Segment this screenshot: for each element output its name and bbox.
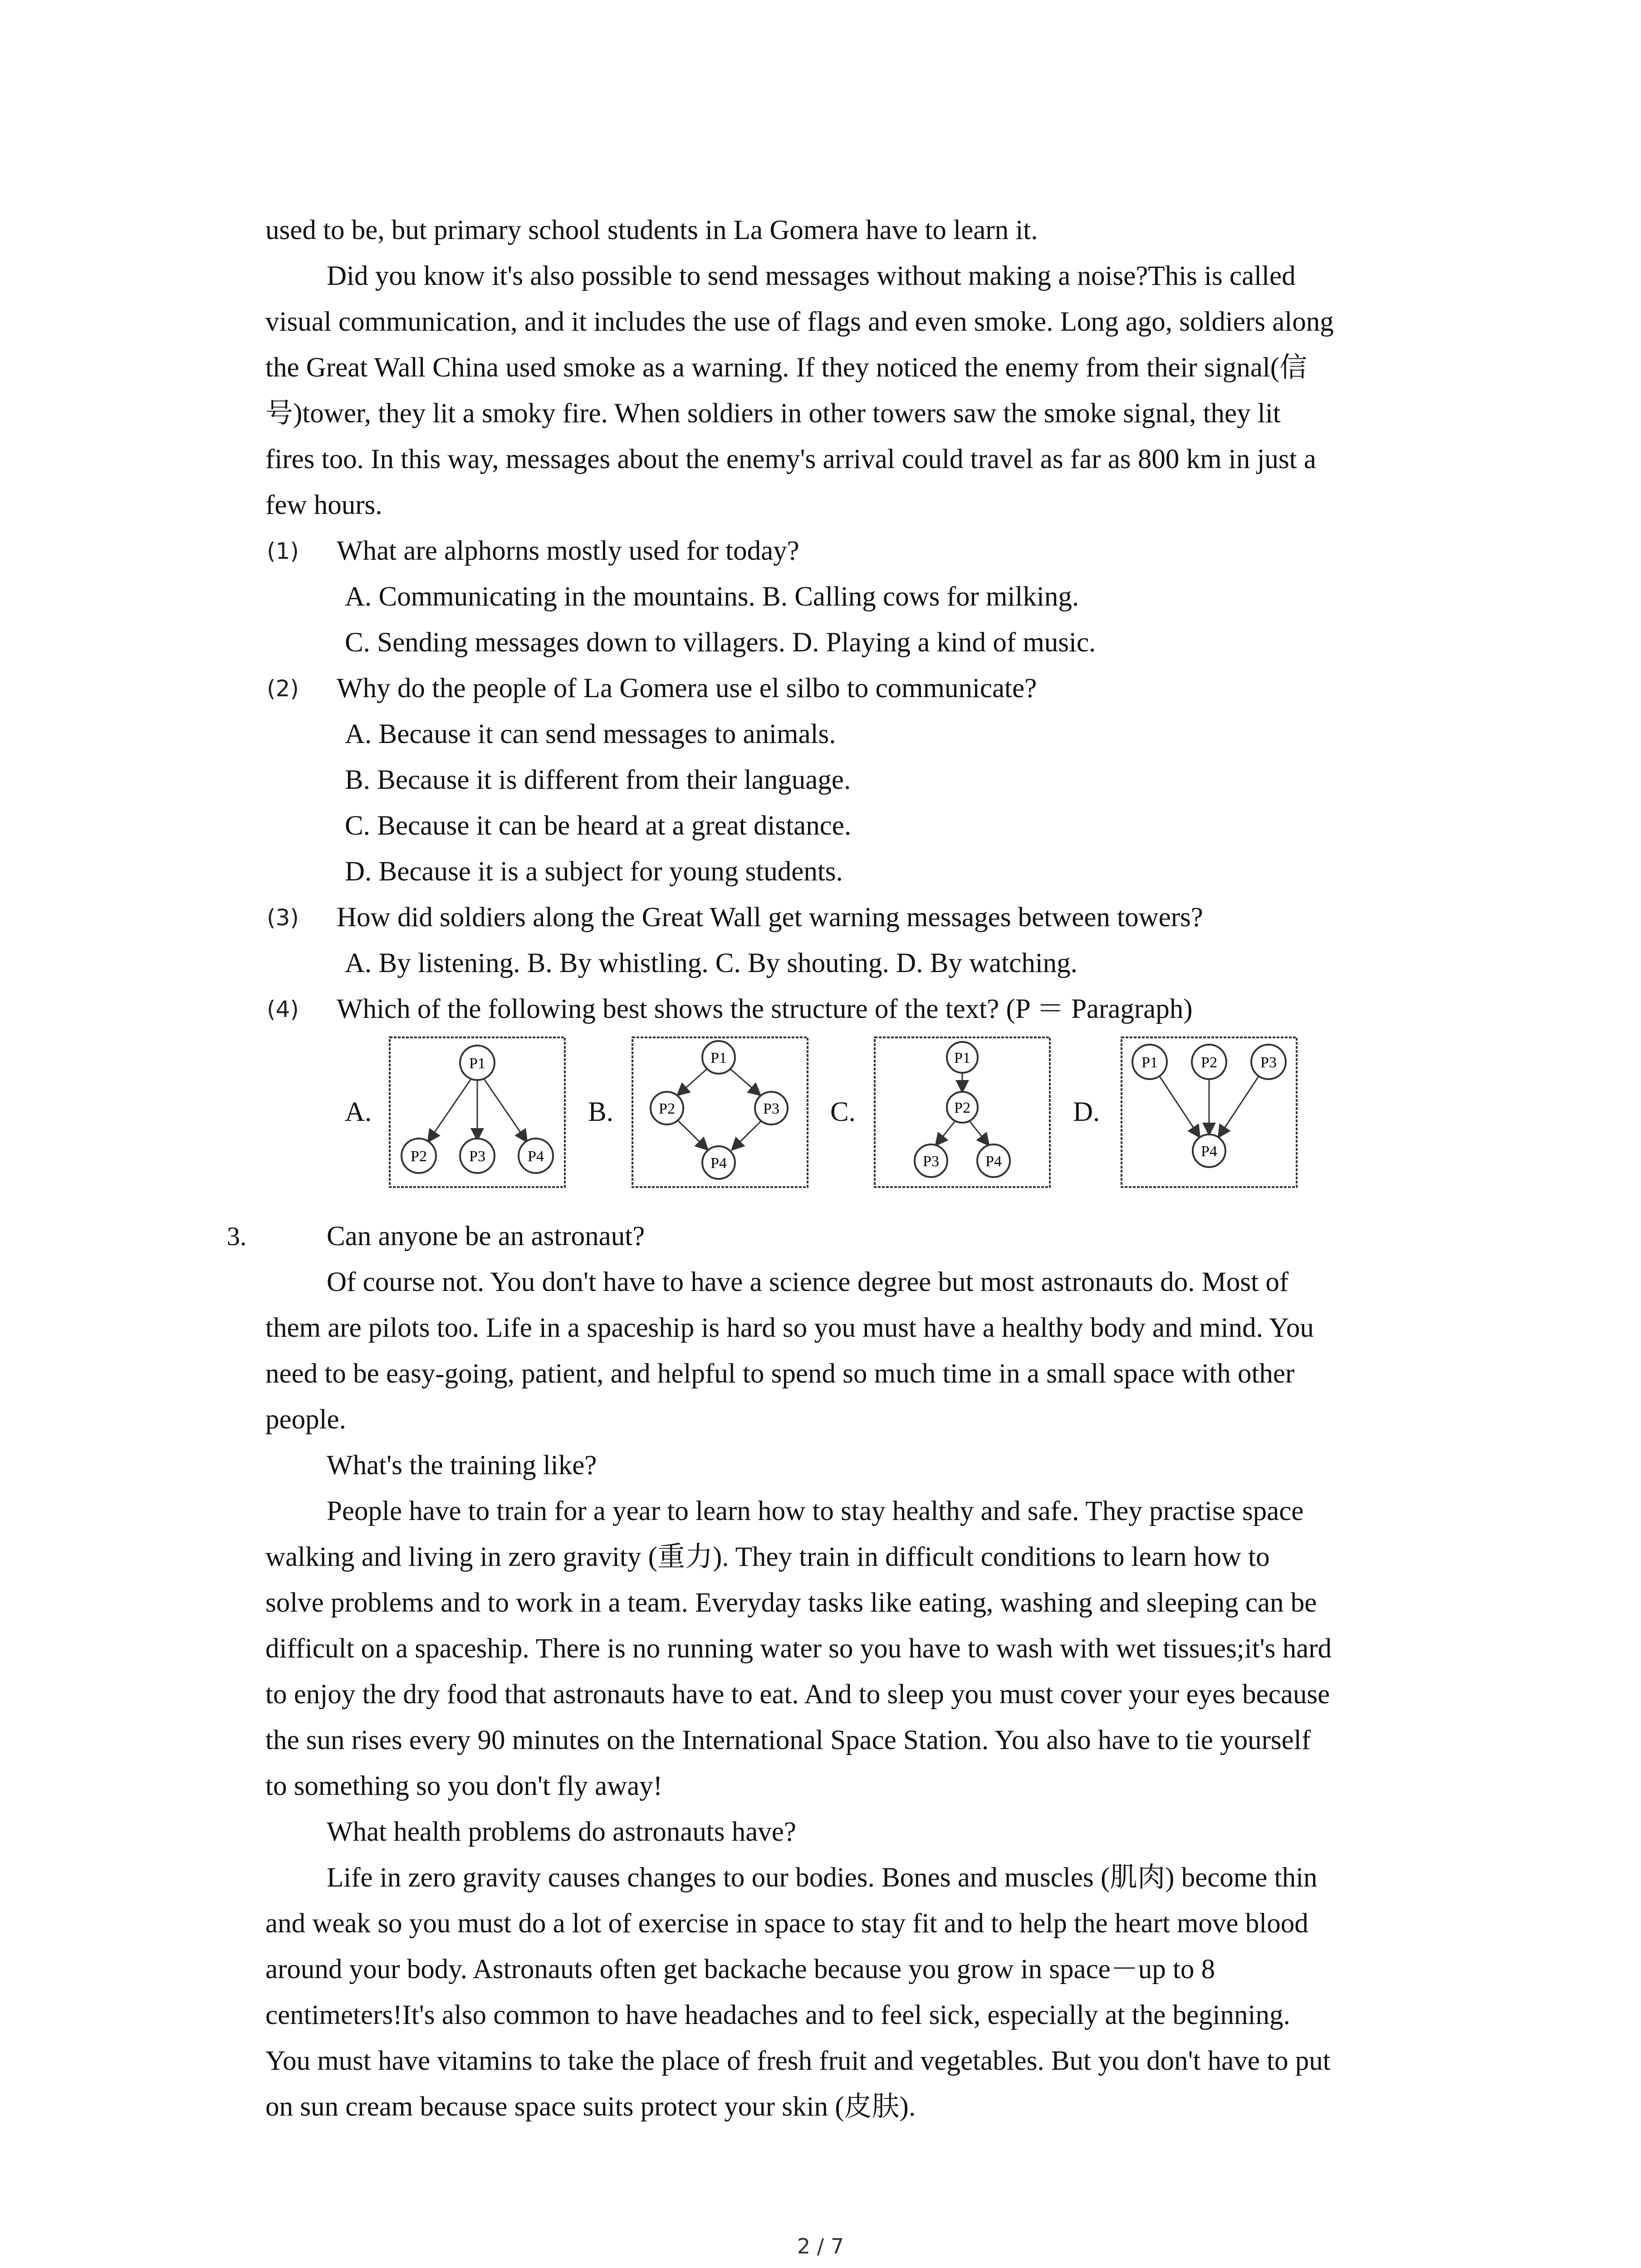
question-option: A. Communicating in the mountains. B. Calling cows for milking. xyxy=(345,582,1079,612)
question-number: (2) xyxy=(267,675,299,702)
node-p1 xyxy=(460,1046,495,1080)
node-label: P3 xyxy=(1260,1054,1277,1071)
passage-line: Of course not. You don't have to have a science degree but most astronauts do. Most of xyxy=(327,1267,1289,1297)
node-p2 xyxy=(651,1092,683,1124)
node-label: P3 xyxy=(469,1148,485,1165)
structure-diagram-d xyxy=(1120,1036,1298,1189)
passage-line: them are pilots too. Life in a spaceship is hard so you must have a healthy body and mind. You xyxy=(265,1313,1314,1343)
passage-line: and weak so you must do a lot of exercise in space to stay fit and to help the heart move blood xyxy=(265,1908,1308,1939)
diagram-option-label: B. xyxy=(588,1097,613,1127)
question-option: A. Because it can send messages to animals. xyxy=(345,719,836,749)
node-label: P3 xyxy=(923,1153,939,1170)
node-p4 xyxy=(702,1146,735,1179)
node-label: P2 xyxy=(1201,1054,1217,1071)
question-stem: How did soldiers along the Great Wall get warning messages between towers? xyxy=(337,902,1203,933)
node-label: P4 xyxy=(985,1153,1002,1170)
question-number: (4) xyxy=(267,996,299,1022)
node-p1 xyxy=(1132,1045,1167,1079)
passage-line: fires too. In this way, messages about the enemy's arrival could travel as far as 800 km in just a xyxy=(265,444,1316,474)
node-p3 xyxy=(915,1144,947,1177)
node-p2 xyxy=(947,1092,978,1123)
passage-line: used to be, but primary school students in La Gomera have to learn it. xyxy=(265,215,1038,245)
passage-line: You must have vitamins to take the place of fresh fruit and vegetables. But you don't have to put xyxy=(265,2046,1331,2076)
question-option: D. Because it is a subject for young students. xyxy=(345,856,843,887)
passage-line: visual communication, and it includes the use of flags and even smoke. Long ago, soldiers along xyxy=(265,307,1334,337)
structure-diagram-a xyxy=(388,1036,567,1189)
passage-line: the sun rises every 90 minutes on the International Space Station. You also have to tie yourself xyxy=(265,1725,1311,1755)
question-option: B. Because it is different from their language. xyxy=(345,765,851,795)
passage-line: difficult on a spaceship. There is no running water so you have to wash with wet tissues;it's hard xyxy=(265,1633,1332,1664)
question-stem: What are alphorns mostly used for today? xyxy=(337,536,799,566)
node-label: P2 xyxy=(411,1148,427,1165)
question-option: C. Because it can be heard at a great distance. xyxy=(345,811,852,841)
passage-line: to enjoy the dry food that astronauts have to eat. And to sleep you must cover your eyes because xyxy=(265,1679,1330,1710)
node-label: P2 xyxy=(659,1100,675,1117)
node-label: P1 xyxy=(954,1050,970,1066)
passage-heading: Can anyone be an astronaut? xyxy=(327,1221,645,1251)
passage-line: centimeters!It's also common to have headaches and to feel sick, especially at the beginning. xyxy=(265,2000,1290,2030)
passage-number: 3. xyxy=(227,1222,247,1251)
node-label: P1 xyxy=(710,1050,727,1066)
passage-line: Life in zero gravity causes changes to our bodies. Bones and muscles (肌肉) become thin xyxy=(327,1862,1318,1893)
node-label: P4 xyxy=(1201,1143,1217,1160)
passage-line: People have to train for a year to learn how to stay healthy and safe. They practise space xyxy=(327,1496,1304,1526)
structure-diagram-c xyxy=(873,1036,1052,1189)
node-p2 xyxy=(402,1139,436,1173)
passage-line: walking and living in zero gravity (重力). They train in difficult conditions to learn how to xyxy=(265,1542,1270,1572)
diagram-option-label: C. xyxy=(830,1097,856,1127)
question-option: A. By listening. B. By whistling. C. By shouting. D. By watching. xyxy=(345,948,1078,978)
node-p3 xyxy=(1251,1045,1286,1079)
node-p4 xyxy=(977,1144,1010,1177)
node-p4 xyxy=(519,1139,553,1173)
node-label: P4 xyxy=(528,1148,544,1165)
question-stem: Which of the following best shows the structure of the text? (P ＝ Paragraph) xyxy=(337,994,1193,1024)
passage-line: on sun cream because space suits protect your skin (皮肤). xyxy=(265,2092,916,2122)
passage-line: people. xyxy=(265,1404,346,1435)
passage-line: solve problems and to work in a team. Everyday tasks like eating, washing and sleeping can be xyxy=(265,1588,1317,1618)
question-option: C. Sending messages down to villagers. D. Playing a kind of music. xyxy=(345,627,1096,658)
question-stem: Why do the people of La Gomera use el silbo to communicate? xyxy=(337,673,1037,704)
node-p4 xyxy=(1193,1134,1225,1167)
node-label: P2 xyxy=(954,1100,970,1116)
node-label: P1 xyxy=(1141,1054,1158,1071)
node-p3 xyxy=(460,1139,495,1173)
passage-line: the Great Wall China used smoke as a warning. If they noticed the enemy from their signal(信 xyxy=(265,352,1308,383)
passage-line: to something so you don't fly away! xyxy=(265,1771,663,1801)
question-number: (1) xyxy=(267,538,299,564)
passage-heading: What health problems do astronauts have? xyxy=(327,1817,796,1847)
node-label: P4 xyxy=(710,1155,727,1172)
node-p1 xyxy=(947,1042,978,1073)
passage-heading: What's the training like? xyxy=(327,1450,597,1481)
passage-line: need to be easy-going, patient, and helpful to spend so much time in a small space with other xyxy=(265,1359,1295,1389)
question-number: (3) xyxy=(267,904,299,931)
diagram-option-label: A. xyxy=(345,1097,372,1127)
passage-line: Did you know it's also possible to send messages without making a noise?This is called xyxy=(327,261,1296,291)
node-p3 xyxy=(755,1092,788,1124)
node-label: P3 xyxy=(763,1100,779,1117)
structure-diagram-b xyxy=(631,1036,809,1189)
diagram-option-label: D. xyxy=(1073,1097,1100,1127)
node-label: P1 xyxy=(469,1055,485,1072)
passage-line: few hours. xyxy=(265,490,382,520)
passage-line: around your body. Astronauts often get backache because you grow in space－up to 8 xyxy=(265,1954,1215,1984)
node-p1 xyxy=(702,1041,735,1074)
passage-line: 号)tower, they lit a smoky fire. When soldiers in other towers saw the smoke signal, they lit xyxy=(265,398,1281,429)
node-p2 xyxy=(1192,1045,1226,1079)
page-number: 2 / 7 xyxy=(797,2234,844,2258)
